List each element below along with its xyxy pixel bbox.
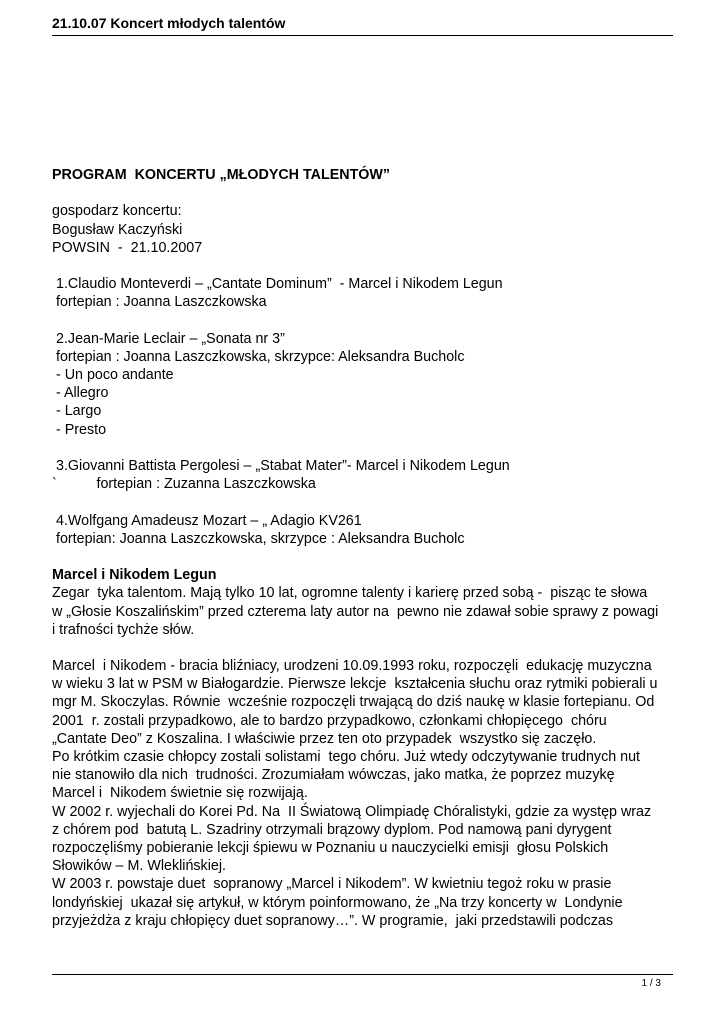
bio-paragraph-line: z chórem pod batutą L. Szadriny otrzymali brązowy dyplom. Pod namową pani dyrygent [52,821,612,838]
spacer [52,439,682,457]
header-divider [52,35,673,36]
bio-paragraph-line: „Cantate Deo” z Koszalina. I właściwie przez ten oto przypadek wszystko się zaczęło. [52,730,597,747]
program-item-2-movement: - Un poco andante [56,367,174,384]
bio-paragraph-line: Zegar tyka talentom. Mają tylko 10 lat, ogromne talenty i karierę przed sobą - pisząc te słowa [52,585,648,602]
host-name: Bogusław Kaczyński [52,221,183,238]
spacer [52,184,682,202]
bio-paragraph-line: Po krótkim czasie chłopcy zostali solistami tego chóru. Już wtedy odczytywanie trudnych nut [52,749,641,765]
program-item-2-movement: - Largo [56,403,102,420]
program-item-1-title: 1.Claudio Monteverdi – „Cantate Dominum” - Marcel i Nikodem Legun [56,276,503,293]
page-header-title: 21.10.07 Koncert młodych talentów [52,15,286,31]
program-title: PROGRAM KONCERTU „MŁODYCH TALENTÓW” [52,167,391,183]
footer-divider [52,974,673,975]
bio-paragraph-line: w „Głosie Koszalińskim” przed czterema laty autor na pewno nie zdawał sobie sprawy z powagi [52,603,659,620]
program-item-4-title: 4.Wolfgang Amadeusz Mozart – „ Adagio KV261 [56,512,362,529]
spacer [52,548,682,566]
page-number: 1 / 3 [641,978,661,989]
program-item-2-movement: - Presto [56,421,107,438]
program-item-3-performers: ` fortepian : Zuzanna Laszczkowska [52,476,316,493]
spacer [52,312,682,330]
spacer [52,639,682,657]
bio-paragraph-line: W 2002 r. wyjechali do Korei Pd. Na II Światową Olimpiadę Chóralistyki, gdzie za występ wraz [52,803,652,820]
program-item-2-performers: fortepian : Joanna Laszczkowska, skrzypce: Aleksandra Bucholc [56,348,465,365]
program-item-2-movement: - Allegro [56,385,109,402]
spacer [52,257,682,275]
bio-paragraph-line: Marcel i Nikodem świetnie się rozwijają. [52,785,308,802]
bio-paragraph-line: mgr M. Skoczylas. Równie wcześnie rozpoczęli trwającą do dziś naukę w klasie fortepianu. Od [52,694,655,711]
bio-paragraph-line: i trafności tychże słów. [52,621,195,638]
program-item-3-title: 3.Giovanni Battista Pergolesi – „Stabat Mater”- Marcel i Nikodem Legun [56,458,510,474]
bio-heading: Marcel i Nikodem Legun [52,567,217,584]
document-body [52,166,682,930]
host-label: gospodarz koncertu: [52,203,182,220]
bio-paragraph-line: rozpoczęliśmy pobieranie lekcji śpiewu w Poznaniu u nauczycielki emisji głosu Polskich [52,839,609,856]
program-item-4-performers: fortepian: Joanna Laszczkowska, skrzypce : Aleksandra Bucholc [56,530,465,547]
bio-paragraph-line: przyjeżdża z kraju chłopięcy duet sopranowy…”. W programie, jaki przedstawili podczas [52,912,613,929]
bio-paragraph-line: Marcel i Nikodem - bracia bliźniacy, urodzeni 10.09.1993 roku, rozpoczęli edukację muzyczna [52,658,652,675]
place-date: POWSIN - 21.10.2007 [52,239,203,256]
bio-paragraph-line: W 2003 r. powstaje duet sopranowy „Marcel i Nikodem”. W kwietniu tegoż roku w prasie [52,876,612,893]
program-item-2-title: 2.Jean-Marie Leclair – „Sonata nr 3” [56,330,285,347]
bio-paragraph-line: w wieku 3 lat w PSM w Białogardzie. Pierwsze lekcje kształcenia słuchu oraz rytmiki pobierali u [52,676,658,693]
program-item-1-performers: fortepian : Joanna Laszczkowska [56,294,267,311]
bio-paragraph-line: nie stanowiło dla nich trudności. Zrozumiałam wówczas, jako matka, że poprzez muzykę [52,767,615,784]
bio-paragraph-line: 2001 r. zostali przypadkowo, ale to bardzo przypadkowo, członkami chłopięcego chóru [52,712,607,729]
bio-paragraph-line: Słowików – M. Wleklińskiej. [52,858,226,875]
spacer [52,493,682,511]
bio-paragraph-line: londyńskiej ukazał się artykuł, w którym poinformowano, że „Na trzy koncerty w Londynie [52,894,623,911]
